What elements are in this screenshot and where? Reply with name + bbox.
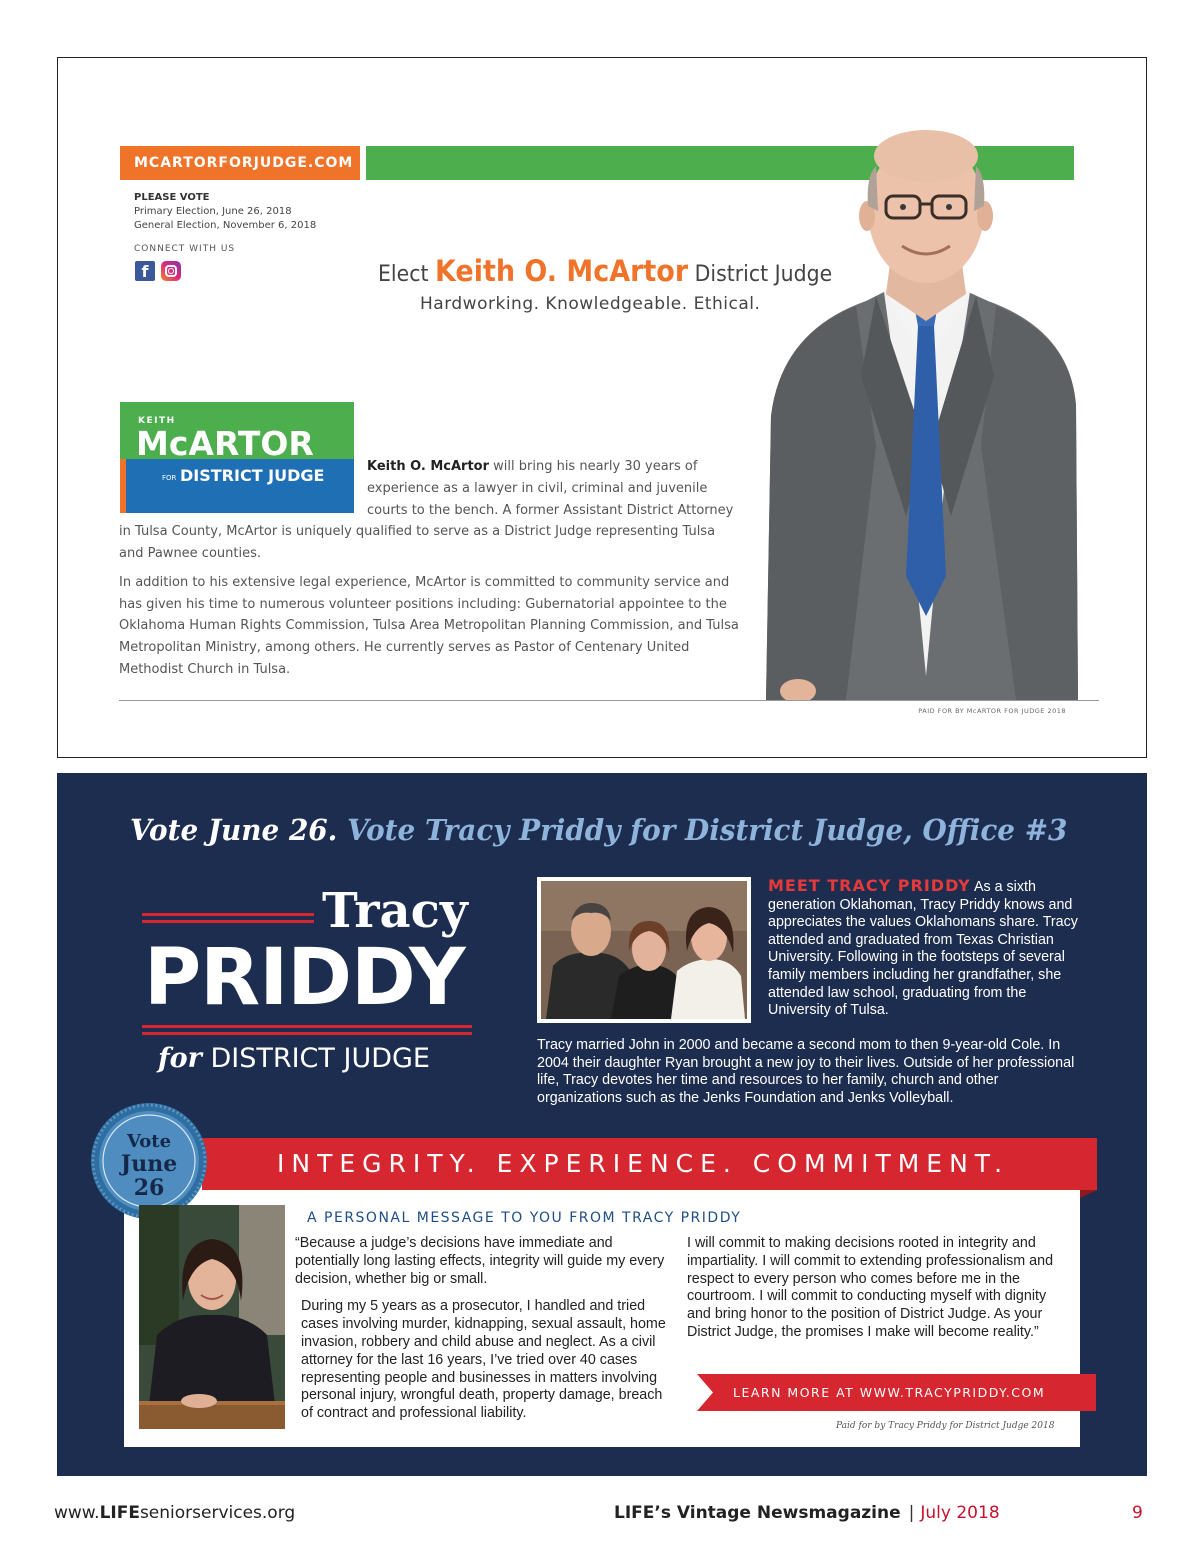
seal-vote: Vote xyxy=(126,1131,172,1152)
family-photo xyxy=(537,877,751,1023)
personal-message-heading: A PERSONAL MESSAGE TO YOU FROM TRACY PRIDDY xyxy=(307,1210,742,1226)
website-banner[interactable]: MCARTORFORJUDGE.COM xyxy=(120,146,360,180)
learn-more-text[interactable]: LEARN MORE AT WWW.TRACYPRIDDY.COM xyxy=(733,1385,1046,1400)
footer-separator: | xyxy=(908,1503,915,1523)
please-vote-label: PLEASE VOTE xyxy=(134,192,210,203)
magazine-name: LIFE’s Vintage Newsmagazine xyxy=(614,1503,901,1523)
logo-last-name: McARTOR xyxy=(136,424,314,463)
bio-service: In addition to his extensive legal experience, McArtor is committed to community service and has given his time to numerous volunteer positions including: Gubernatorial appointee to the Oklahoma Human Rights Commission, Tulsa Area Metropolitan Planning Commission, and Tulsa Metropolitan Ministry, among others. He currently serves as Pastor of Centenary United Methodist Church in Tulsa. xyxy=(119,575,739,677)
footer-website[interactable] xyxy=(54,1503,295,1523)
paid-for-notice: PAID FOR BY McARTOR FOR JUDGE 2018 xyxy=(918,707,1066,715)
election-dates xyxy=(134,191,316,233)
candidate-name: Keith O. McArtor xyxy=(434,254,689,288)
page-number: 9 xyxy=(1132,1503,1143,1523)
office-title: District Judge xyxy=(694,262,833,287)
site-prefix: www. xyxy=(54,1503,100,1523)
site-suffix: seniorservices.org xyxy=(139,1503,296,1523)
meet-text: As a sixth generation Oklahoman, Tracy Priddy knows and appreciates the values Oklahomans share. Tracy attended and graduated from Texas Christian University. Following in the footsteps of several family members including her grandfather, she attended law school, graduating from the University of Tulsa. xyxy=(768,879,1078,1019)
banner-fold xyxy=(1080,1190,1097,1198)
logo-district-judge: DISTRICT JUDGE xyxy=(180,466,325,485)
logo-for-district-judge xyxy=(158,1043,430,1074)
message-paragraph-3: I will commit to making decisions rooted in integrity and impartiality. I will commit to extending professionalism and respect to every person who comes before me in the courtroom. I will commit to conducting myself with dignity and bring honor to the position of District Judge. As your District Judge, the promises I make will become reality.” xyxy=(687,1235,1054,1340)
ad-headline xyxy=(130,813,1067,847)
values-banner xyxy=(202,1138,1097,1190)
candidate-portrait xyxy=(139,1205,285,1429)
connect-label: CONNECT WITH US xyxy=(134,244,236,254)
headline-date: Vote June 26. xyxy=(130,813,338,847)
logo-for: FOR xyxy=(162,474,177,482)
learn-more-button[interactable] xyxy=(697,1374,1096,1411)
instagram-icon[interactable] xyxy=(161,261,181,281)
message-paragraph-1: “Because a judge’s decisions have immediate and potentially long lasting effects, integrity will guide my every decision, whether big or small. xyxy=(295,1235,665,1287)
meet-heading: MEET TRACY PRIDDY xyxy=(768,876,971,895)
seal-day: 26 xyxy=(133,1175,165,1201)
family-text: Tracy married John in 2000 and became a second mom to then 9-year-old Cole. In 2004 their daughter Ryan brought a new joy to their lives. Outside of her professional life, Tracy devotes her time and resources to her family, church and other organizations such as the Jenks Foundation and Jenks Volleyball. xyxy=(537,1037,1075,1106)
primary-election-date: Primary Election, June 26, 2018 xyxy=(134,206,292,217)
issue-date: July 2018 xyxy=(920,1503,1000,1523)
bio-intro-continued: in Tulsa County, McArtor is uniquely qualified to serve as a District Judge representing Tulsa and Pawnee counties. xyxy=(119,524,716,561)
message-column-left xyxy=(295,1235,671,1433)
candidate-photo xyxy=(726,116,1104,700)
bio-intro xyxy=(367,456,737,522)
logo-district-judge: DISTRICT JUDGE xyxy=(210,1043,430,1074)
logo-for: for xyxy=(158,1043,202,1074)
paid-for-notice: Paid for by Tracy Priddy for District Judge 2018 xyxy=(836,1421,1055,1431)
social-links xyxy=(135,261,181,281)
bio-name: Keith O. McArtor xyxy=(367,459,490,474)
footer-rule xyxy=(119,700,1099,701)
values-banner-text: INTEGRITY. EXPERIENCE. COMMITMENT. xyxy=(277,1149,1010,1178)
logo-last-name: PRIDDY xyxy=(144,933,465,1023)
general-election-date: General Election, November 6, 2018 xyxy=(134,220,317,231)
meet-tracy xyxy=(768,877,1078,1020)
logo-first-name: KEITH xyxy=(138,416,176,426)
tagline: Hardworking. Knowledgeable. Ethical. xyxy=(420,294,761,314)
bio-intro-text: will bring his nearly 30 years of experience as a lawyer in civil, criminal and juvenile courts to the bench. A former Assistant District Attorney xyxy=(367,459,734,518)
message-column-right xyxy=(687,1235,1062,1342)
priddy-ad xyxy=(57,773,1147,1476)
mcartor-ad xyxy=(57,57,1147,758)
elect-word: Elect xyxy=(378,262,429,287)
priddy-logo xyxy=(142,883,482,1083)
seal-month: June xyxy=(120,1151,178,1177)
logo-first-name: Tracy xyxy=(322,883,468,939)
headline-call: Vote Tracy Priddy for District Judge, Office #3 xyxy=(337,813,1068,847)
site-bold: LIFE xyxy=(99,1503,140,1523)
mcartor-logo xyxy=(120,402,354,513)
message-paragraph-2: During my 5 years as a prosecutor, I handled and tried cases involving murder, kidnapping, sexual assault, home invasion, robbery and child abuse and neglect. As a civil attorney for the last 16 years, I’ve tried over 40 cases representing people and businesses in matters involving personal injury, wrongful death, property damage, breach of contract and professional liability. xyxy=(301,1298,666,1422)
facebook-icon[interactable]: f xyxy=(135,261,155,281)
footer-publication xyxy=(614,1503,1000,1523)
vote-date-seal xyxy=(89,1101,209,1221)
